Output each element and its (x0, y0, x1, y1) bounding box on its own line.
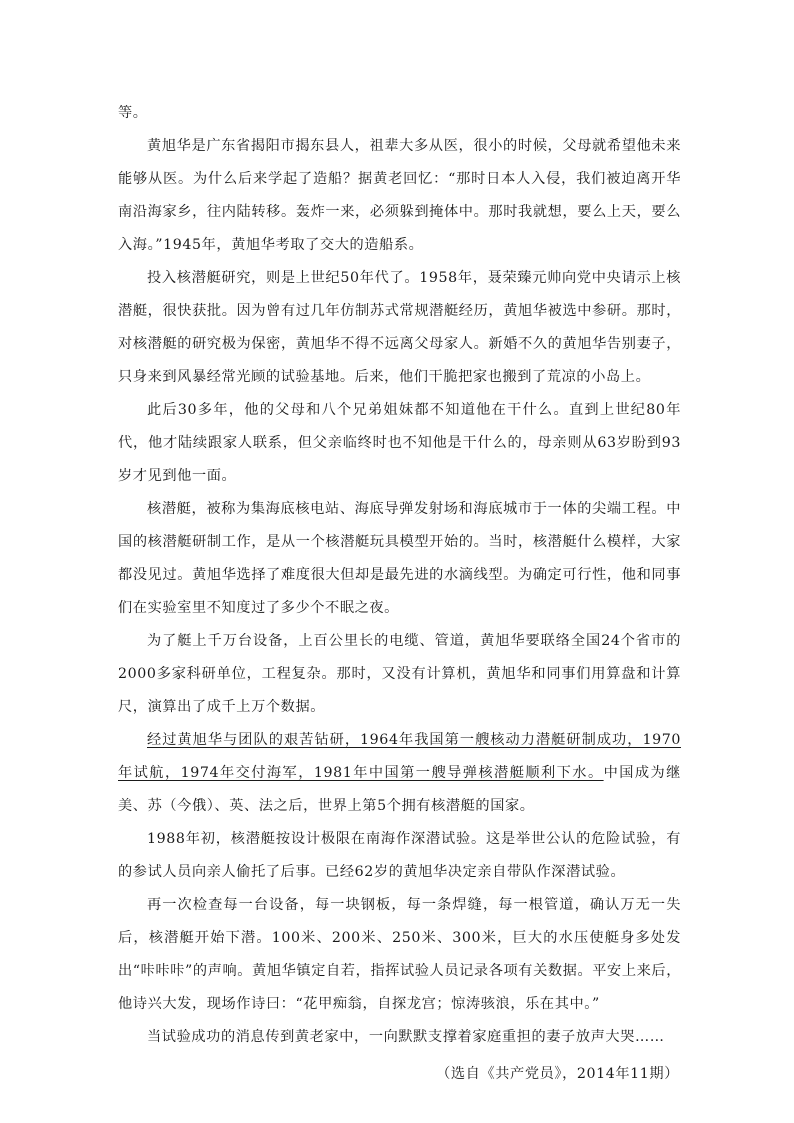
underlined-milestones: 经过黄旭华与团队的艰苦钻研，1964年我国第一艘核动力潜艇研制成功，1970年试航，1974年交付海军，1981年中国第一艘导弹核潜艇顺利下水。 (118, 732, 681, 781)
milestones-rest: 中国成为继美、苏（今俄）、英、法之后，世界上第5个拥有核潜艇的国家。 (118, 765, 681, 814)
paragraph-calculations: 为了艇上千万台设备，上百公里长的电缆、管道，黄旭华要联络全国24个省市的2000多家科研单位，工程复杂。那时，又没有计算机，黄旭华和同事们用算盘和计算尺，演算出了成千上万个数据。 (118, 633, 681, 715)
paragraph-deep-dive: 1988年初，核潜艇按设计极限在南海作深潜试验。这是举世公认的危险试验，有的参试人员向亲人偷托了后事。已经62岁的黄旭华决定亲自带队作深潜试验。 (118, 831, 681, 880)
paragraph-milestones (118, 724, 681, 823)
paragraph-ending: 当试验成功的消息传到黄老家中，一向默默支撑着家庭重担的妻子放声大哭…… (147, 1029, 665, 1045)
paragraph-research-start: 投入核潜艇研究，则是上世纪50年代了。1958年，聂荣臻元帅向党中央请示上核潜艇，很快获批。因为曾有过几年仿制苏式常规潜艇经历，黄旭华被选中参研。那时，对核潜艇的研究极为保密，黄旭华不得不远离父母家人。新婚不久的黄旭华告别妻子，只身来到风暴经常光顾的试验基地。后来，他们干脆把家也搬到了荒凉的小岛上。 (118, 270, 681, 385)
paragraph-origin: 黄旭华是广东省揭阳市揭东县人，祖辈大多从医，很小的时候，父母就希望他未来能够从医。为什么后来学起了造船？据黄老回忆：“那时日本人入侵，我们被迫离开华南沿海家乡，往内陆转移。轰炸一来，必须躲到掩体中。那时我就想，要么上天，要么入海。”1945年，黄旭华考取了交大的造船系。 (118, 138, 681, 253)
paragraph-submarine-intro: 核潜艇，被称为集海底核电站、海底导弹发射场和海底城市于一体的尖端工程。中国的核潜艇研制工作，是从一个核潜艇玩具模型开始的。当时，核潜艇什么模样，大家都没见过。黄旭华选择了难度很大但却是最先进的水滴线型。为确定可行性，他和同事们在实验室里不知度过了多少个不眠之夜。 (118, 501, 681, 616)
paragraph-family: 此后30多年，他的父母和八个兄弟姐妹都不知道他在干什么。直到上世纪80年代，他才陆续跟家人联系，但父亲临终时也不知他是干什么的，母亲则从63岁盼到93岁才见到他一面。 (118, 402, 681, 484)
source-citation: （选自《共产党员》，2014年11期） (436, 1066, 679, 1082)
paragraph-dive-test: 再一次检查每一台设备，每一块钢板，每一条焊缝，每一根管道，确认万无一失后，核潜艇开始下潜。100米、200米、250米、300米，巨大的水压使艇身多处发出“咔咔咔”的声响。黄旭华镇定自若，指挥试验人员记录各项有关数据。平安上来后，他诗兴大发，现场作诗曰：“花甲痴翁，自探龙宫；惊涛骇浪，乐在其中。” (118, 897, 681, 1012)
article-body (118, 97, 681, 1091)
paragraph-continuation: 等。 (118, 105, 148, 121)
